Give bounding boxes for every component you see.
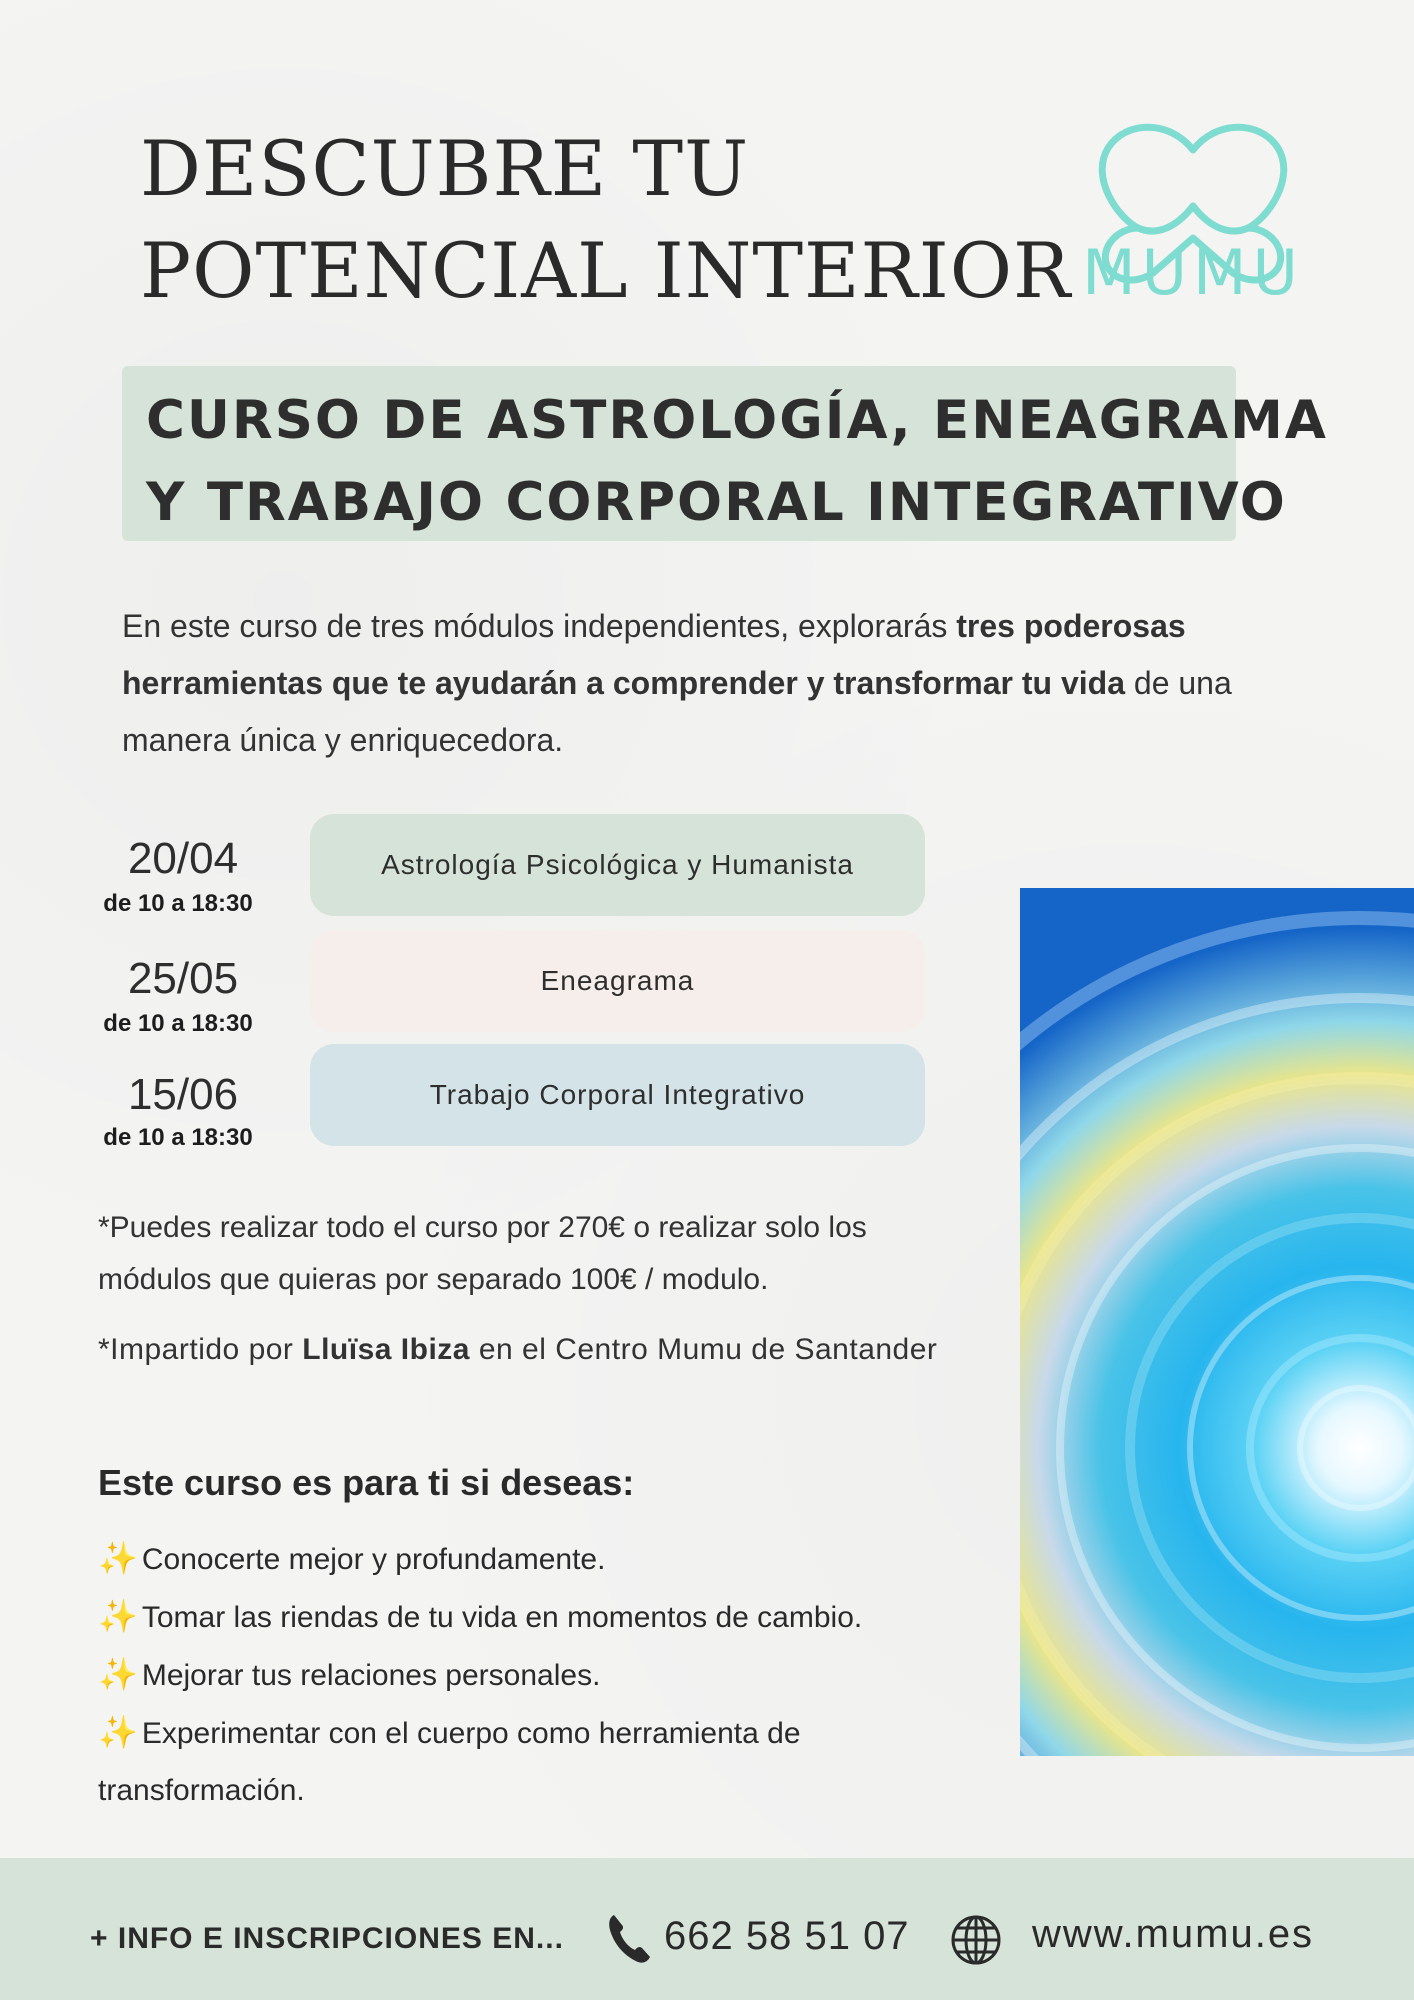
- sparkle-icon: ✨: [98, 1540, 138, 1576]
- teacher-suffix: en el Centro Mumu de Santander: [469, 1333, 938, 1366]
- list-item: [98, 1530, 978, 1588]
- list-item-text: Experimentar con el cuerpo como herramienta de transformación.: [98, 1717, 801, 1807]
- intro-bold-text: tres poderosas herramientas que te ayudarán a comprender y transformar tu vida: [122, 608, 1186, 701]
- time-module-1: de 10 a 18:30: [103, 890, 253, 917]
- footer-info-label: + INFO E INSCRIPCIONES EN...: [90, 1922, 564, 1955]
- time-module-3: de 10 a 18:30: [103, 1124, 253, 1151]
- headline-line-1: DESCUBRE TU: [140, 124, 750, 213]
- date-module-3: 15/06: [127, 1070, 239, 1119]
- date-module-1: 20/04: [127, 834, 239, 883]
- for-you-heading: Este curso es para ti si deseas:: [98, 1462, 635, 1503]
- for-you-list: [98, 1530, 978, 1819]
- list-item-text: Mejorar tus relaciones personales.: [141, 1659, 601, 1692]
- module-pill-1: Astrología Psicológica y Humanista: [310, 814, 925, 916]
- teacher-note: [98, 1326, 978, 1374]
- logo-text: MUMU: [1082, 236, 1304, 309]
- module-pill-3: Trabajo Corporal Integrativo: [310, 1044, 925, 1146]
- globe-icon: [950, 1914, 1002, 1966]
- time-module-2: de 10 a 18:30: [103, 1010, 253, 1037]
- headline-line-2: POTENCIAL INTERIOR: [140, 226, 1072, 315]
- sparkle-icon: ✨: [98, 1714, 138, 1750]
- sparkle-icon: ✨: [98, 1656, 138, 1692]
- phone-icon: [606, 1912, 652, 1964]
- list-item: [98, 1588, 978, 1646]
- course-title-line-1: CURSO DE ASTROLOGÍA, ENEAGRAMA: [146, 390, 1328, 451]
- course-title: [146, 380, 1328, 544]
- course-title-line-2: Y TRABAJO CORPORAL INTEGRATIVO: [146, 472, 1287, 533]
- page-headline: [140, 118, 1071, 322]
- teacher-prefix: *Impartido por: [98, 1333, 303, 1366]
- phone-number[interactable]: 662 58 51 07: [664, 1914, 910, 1958]
- price-note: *Puedes realizar todo el curso por 270€ o realizar solo los módulos que quieras por separado 100€ / modulo.: [98, 1211, 867, 1296]
- website-link[interactable]: www.mumu.es: [1032, 1912, 1315, 1956]
- list-item: [98, 1646, 978, 1704]
- list-item-text: Conocerte mejor y profundamente.: [141, 1543, 606, 1576]
- list-item-text: Tomar las riendas de tu vida en momentos de cambio.: [141, 1601, 863, 1634]
- date-module-2: 25/05: [127, 954, 239, 1003]
- intro-text-2: de una manera única y enriquecedora.: [122, 665, 1232, 758]
- sparkle-icon: ✨: [98, 1598, 138, 1634]
- teacher-name: Lluïsa Ibiza: [302, 1333, 470, 1366]
- intro-paragraph: [122, 598, 1312, 769]
- swirl-image: [1020, 888, 1414, 1756]
- intro-text-1: En este curso de tres módulos independientes, explorarás: [122, 608, 957, 644]
- module-pill-2: Eneagrama: [310, 930, 925, 1032]
- list-item: [98, 1704, 978, 1819]
